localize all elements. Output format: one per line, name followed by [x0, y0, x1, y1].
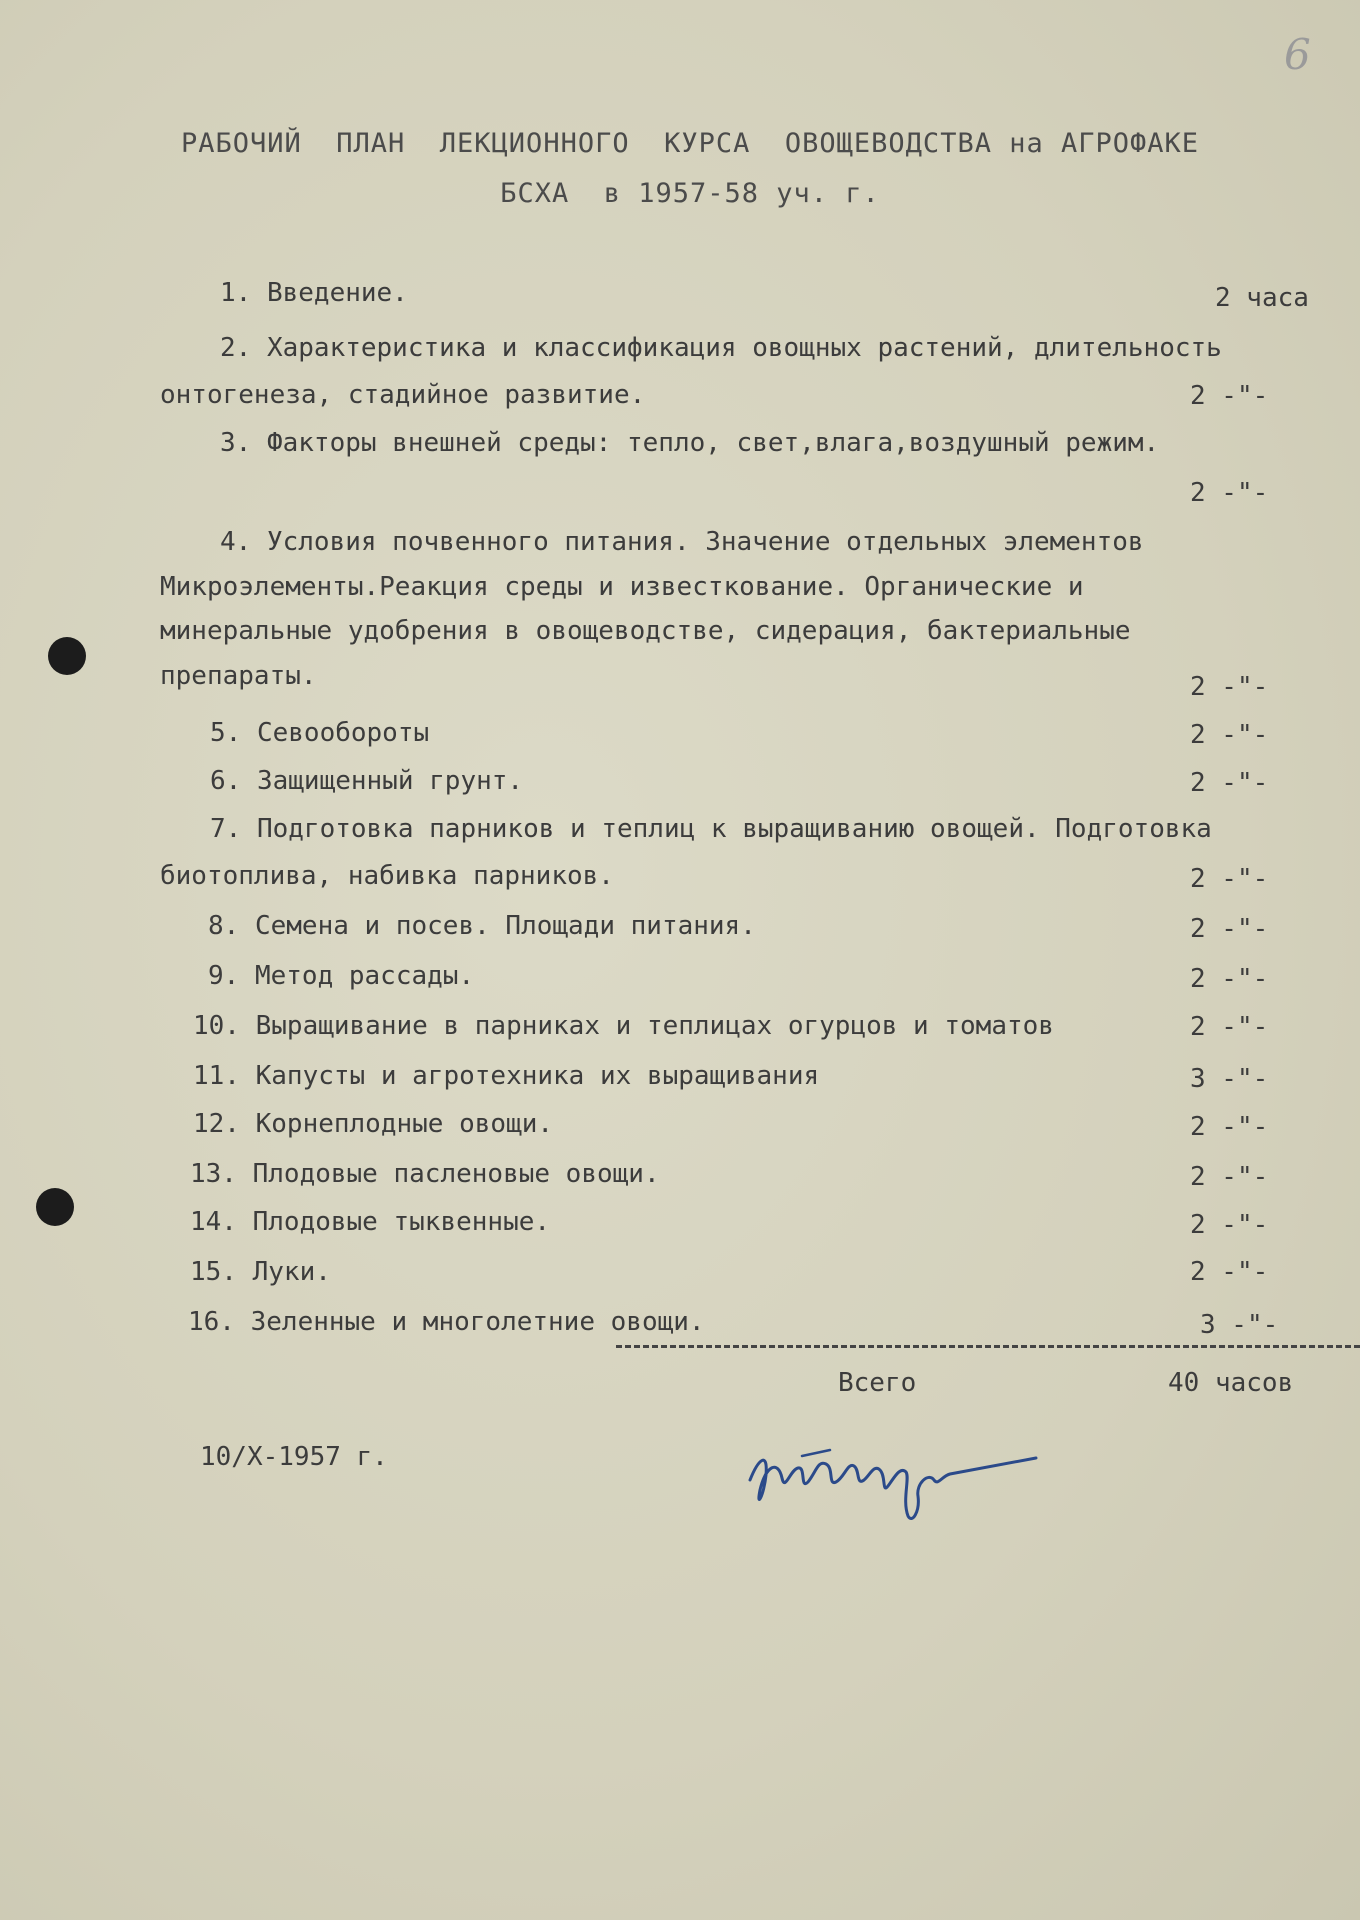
item-text: 16. Зеленные и многолетние овощи.: [188, 1307, 705, 1337]
list-item: [193, 1101, 1263, 1148]
handwritten-signature: [738, 1420, 1038, 1530]
list-item: [160, 520, 1230, 698]
title-line-2: БСХА в 1957-58 уч. г.: [500, 178, 880, 209]
list-item: [190, 1249, 1260, 1296]
list-item: [160, 270, 1230, 317]
list-item: [193, 1003, 1263, 1050]
item-text: 15. Луки.: [190, 1257, 331, 1287]
list-item: [160, 325, 1230, 419]
item-text: 12. Корнеплодные овощи.: [193, 1109, 554, 1139]
item-hours: 2 -"-: [1190, 1012, 1269, 1042]
list-item: [210, 758, 1280, 805]
list-item: [208, 953, 1278, 1000]
item-hours: 2 -"-: [1190, 381, 1269, 411]
list-item: [190, 1199, 1260, 1246]
total-label: Всего: [838, 1368, 917, 1398]
item-text: 13. Плодовые пасленовые овощи.: [190, 1159, 660, 1189]
item-hours: 2 -"-: [1190, 1257, 1269, 1287]
item-text: 5. Севообороты: [210, 718, 430, 748]
item-hours: 2 -"-: [1190, 1210, 1269, 1240]
item-text: 14. Плодовые тыквенные.: [190, 1207, 551, 1237]
list-item: [210, 710, 1280, 757]
list-item: [188, 1299, 1258, 1346]
item-text: 3. Факторы внешней среды: тепло, свет,влага,воздушный режим.: [220, 428, 1160, 458]
page-number: 6: [1284, 30, 1311, 79]
total-hours: 40 часов: [1168, 1368, 1294, 1398]
list-item: [160, 806, 1230, 900]
item-hours: 2 -"-: [1190, 672, 1269, 702]
item-hours: 3 -"-: [1200, 1310, 1279, 1340]
item-hours: 2 -"-: [1190, 478, 1269, 508]
item-text: 1. Введение.: [220, 278, 408, 308]
item-text: 8. Семена и посев. Площади питания.: [208, 911, 756, 941]
list-item: [160, 420, 1230, 467]
item-hours: 2 -"-: [1190, 768, 1269, 798]
item-text: 9. Метод рассады.: [208, 961, 475, 991]
item-text: 2. Характеристика и классификация овощных растений, длительность онтогенеза, стадийное развитие.: [160, 333, 1222, 410]
item-hours: 2 -"-: [1190, 1162, 1269, 1192]
item-hours: 2 часа: [1215, 283, 1309, 313]
item-hours: 2 -"-: [1190, 1112, 1269, 1142]
total-separator-line: [616, 1345, 1360, 1348]
item-hours: 2 -"-: [1190, 964, 1269, 994]
title-line-1: РАБОЧИЙ ПЛАН ЛЕКЦИОННОГО КУРСА ОВОЩЕВОДСТВА на АГРОФАКЕ: [180, 128, 1200, 159]
punch-hole-top: [48, 637, 86, 675]
item-text: 6. Защищенный грунт.: [210, 766, 524, 796]
item-hours: 2 -"-: [1190, 720, 1269, 750]
item-text: 7. Подготовка парников и теплиц к выращиванию овощей. Подготовка биотоплива, набивка парников.: [160, 814, 1212, 891]
item-hours: 2 -"-: [1190, 914, 1269, 944]
item-hours: 3 -"-: [1190, 1064, 1269, 1094]
list-item: [208, 903, 1278, 950]
item-text: 4. Условия почвенного питания. Значение отдельных элементов Микроэлементы.Реакция среды и известкование. Органические и минеральные удобрения в овощеводстве, сидерация, бактериальные препараты.: [160, 527, 1144, 691]
item-text: 11. Капусты и агротехника их выращивания: [193, 1061, 820, 1091]
list-item: [190, 1151, 1260, 1198]
list-item: [193, 1053, 1263, 1100]
item-hours: 2 -"-: [1190, 864, 1269, 894]
punch-hole-bottom: [36, 1188, 74, 1226]
item-text: 10. Выращивание в парниках и теплицах огурцов и томатов: [193, 1011, 1054, 1041]
document-date: 10/X-1957 г.: [200, 1442, 388, 1472]
